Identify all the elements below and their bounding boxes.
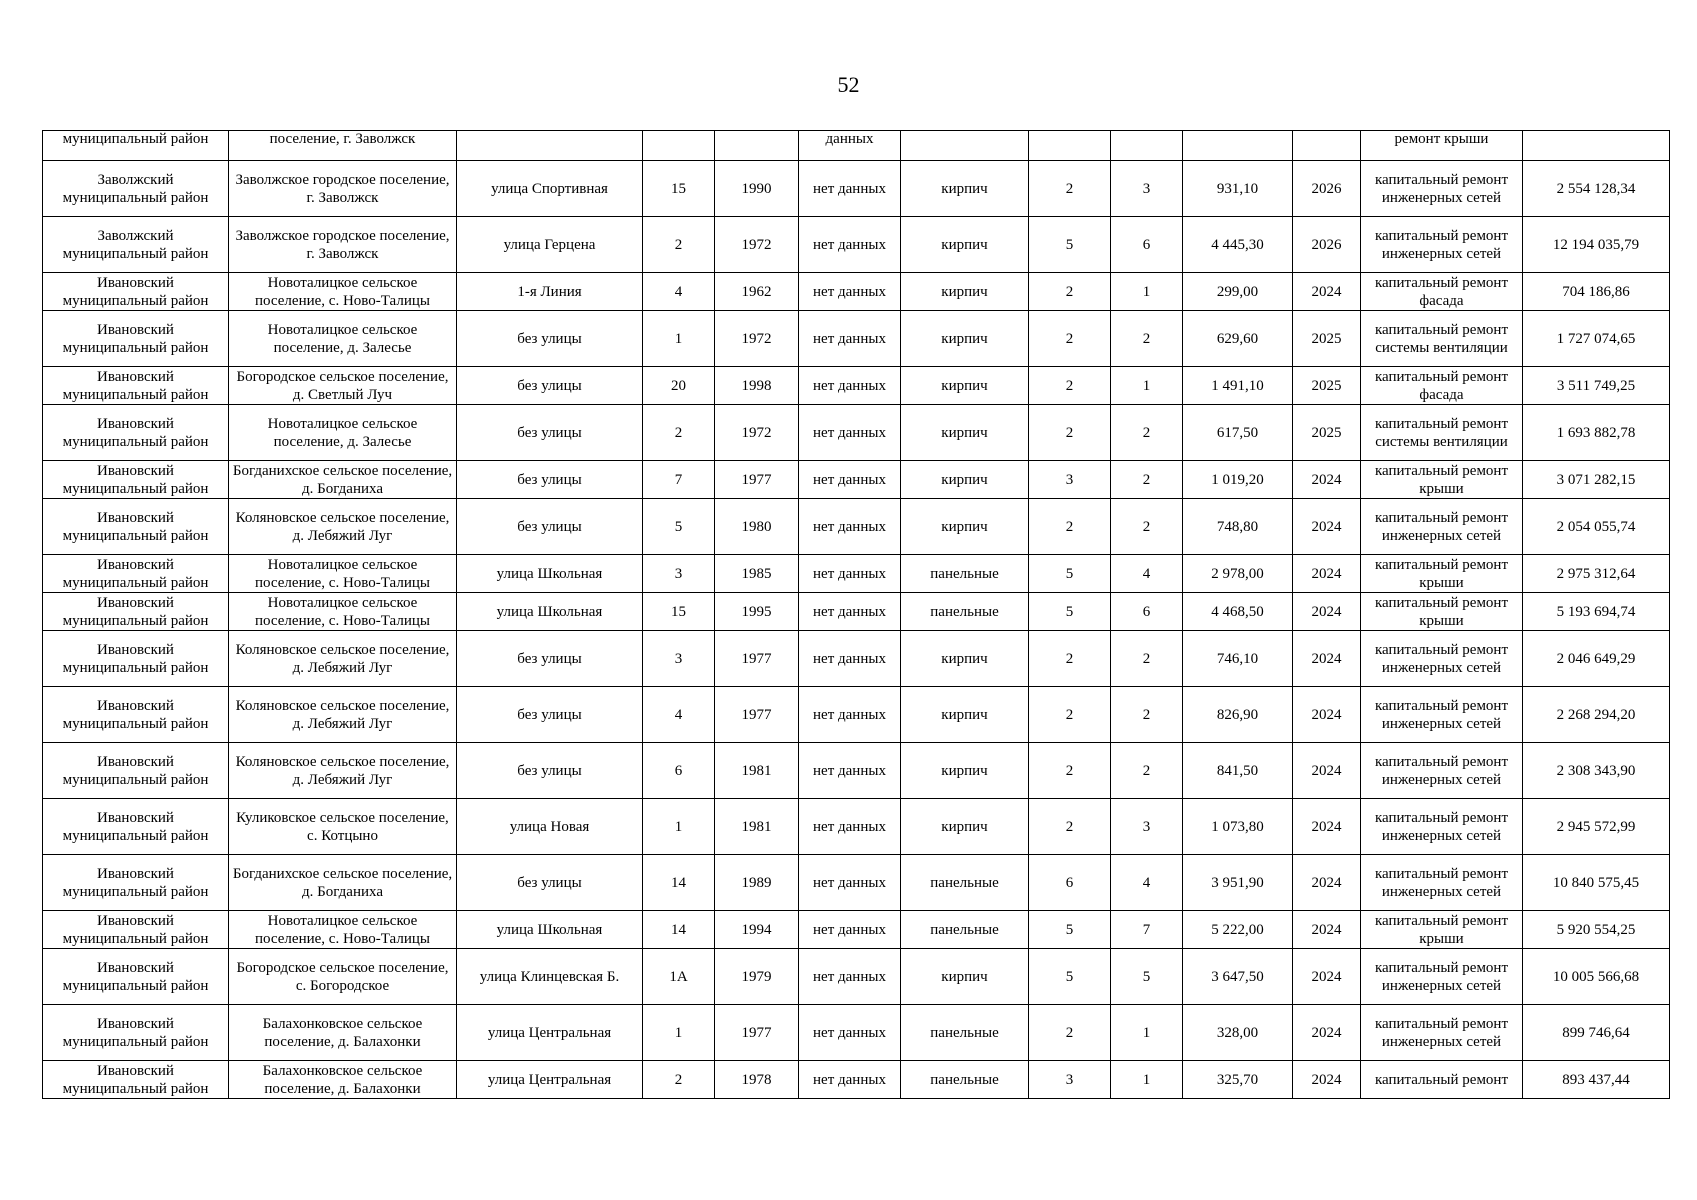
- cell-area: 841,50: [1183, 743, 1293, 799]
- cell-house-number: 2: [643, 1061, 715, 1099]
- cell-street: без улицы: [457, 631, 643, 687]
- cell-floors: 5: [1029, 217, 1111, 273]
- cell-plan-year: 2024: [1293, 499, 1361, 555]
- cell-wall-material: панельные: [901, 555, 1029, 593]
- cell-plan-year: [1293, 131, 1361, 161]
- cell-settlement: Новоталицкое сельское поселение, с. Ново-Талицы: [229, 593, 457, 631]
- cell-floors: [1029, 131, 1111, 161]
- cell-house-number: 5: [643, 499, 715, 555]
- cell-area: 617,50: [1183, 405, 1293, 461]
- cell-cost: 2 054 055,74: [1523, 499, 1670, 555]
- cell-cost: 2 945 572,99: [1523, 799, 1670, 855]
- cell-house-number: 3: [643, 555, 715, 593]
- table-row: [43, 743, 1670, 799]
- cell-settlement: Коляновское сельское поселение, д. Лебяжий Луг: [229, 743, 457, 799]
- cell-status: данных: [799, 131, 901, 161]
- cell-house-number: [643, 131, 715, 161]
- cell-entrances: 1: [1111, 1005, 1183, 1061]
- cell-district: Ивановский муниципальный район: [43, 1061, 229, 1099]
- cell-street: [457, 131, 643, 161]
- cell-street: без улицы: [457, 405, 643, 461]
- cell-area: 931,10: [1183, 161, 1293, 217]
- cell-wall-material: панельные: [901, 593, 1029, 631]
- cell-wall-material: кирпич: [901, 631, 1029, 687]
- cell-district: Ивановский муниципальный район: [43, 855, 229, 911]
- cell-build-year: 1979: [715, 949, 799, 1005]
- table-row: [43, 273, 1670, 311]
- cell-district: Ивановский муниципальный район: [43, 1005, 229, 1061]
- cell-house-number: 1А: [643, 949, 715, 1005]
- cell-settlement: Куликовское сельское поселение, с. Котцыно: [229, 799, 457, 855]
- cell-build-year: 1981: [715, 799, 799, 855]
- cell-entrances: 2: [1111, 743, 1183, 799]
- cell-work-type: капитальный ремонт крыши: [1361, 911, 1523, 949]
- cell-house-number: 1: [643, 1005, 715, 1061]
- cell-cost: 10 840 575,45: [1523, 855, 1670, 911]
- cell-street: без улицы: [457, 311, 643, 367]
- cell-entrances: 1: [1111, 1061, 1183, 1099]
- cell-work-type: капитальный ремонт инженерных сетей: [1361, 743, 1523, 799]
- cell-wall-material: кирпич: [901, 799, 1029, 855]
- table-row: [43, 161, 1670, 217]
- cell-settlement: Коляновское сельское поселение, д. Лебяжий Луг: [229, 631, 457, 687]
- cell-district: Ивановский муниципальный район: [43, 631, 229, 687]
- table-row: [43, 949, 1670, 1005]
- table-row: [43, 555, 1670, 593]
- cell-house-number: 14: [643, 911, 715, 949]
- cell-build-year: 1981: [715, 743, 799, 799]
- cell-district: Ивановский муниципальный район: [43, 555, 229, 593]
- cell-floors: 5: [1029, 949, 1111, 1005]
- cell-wall-material: кирпич: [901, 367, 1029, 405]
- cell-work-type: капитальный ремонт крыши: [1361, 593, 1523, 631]
- cell-wall-material: панельные: [901, 911, 1029, 949]
- cell-street: улица Новая: [457, 799, 643, 855]
- cell-status: нет данных: [799, 687, 901, 743]
- cell-build-year: [715, 131, 799, 161]
- cell-status: нет данных: [799, 631, 901, 687]
- cell-street: без улицы: [457, 499, 643, 555]
- cell-build-year: 1990: [715, 161, 799, 217]
- table-row: [43, 855, 1670, 911]
- cell-status: нет данных: [799, 1061, 901, 1099]
- cell-plan-year: 2024: [1293, 799, 1361, 855]
- cell-street: улица Школьная: [457, 593, 643, 631]
- cell-entrances: 2: [1111, 311, 1183, 367]
- cell-build-year: 1972: [715, 311, 799, 367]
- cell-build-year: 1985: [715, 555, 799, 593]
- cell-build-year: 1989: [715, 855, 799, 911]
- cell-area: 2 978,00: [1183, 555, 1293, 593]
- cell-entrances: 2: [1111, 687, 1183, 743]
- cell-cost: 899 746,64: [1523, 1005, 1670, 1061]
- cell-house-number: 4: [643, 273, 715, 311]
- cell-wall-material: кирпич: [901, 687, 1029, 743]
- cell-work-type: капитальный ремонт крыши: [1361, 555, 1523, 593]
- cell-floors: 2: [1029, 499, 1111, 555]
- cell-entrances: 2: [1111, 499, 1183, 555]
- cell-entrances: 2: [1111, 405, 1183, 461]
- cell-cost: 10 005 566,68: [1523, 949, 1670, 1005]
- cell-settlement: Коляновское сельское поселение, д. Лебяжий Луг: [229, 499, 457, 555]
- cell-house-number: 3: [643, 631, 715, 687]
- cell-area: 5 222,00: [1183, 911, 1293, 949]
- cell-district: Ивановский муниципальный район: [43, 461, 229, 499]
- cell-district: Ивановский муниципальный район: [43, 911, 229, 949]
- cell-entrances: 3: [1111, 799, 1183, 855]
- cell-status: нет данных: [799, 461, 901, 499]
- cell-work-type: капитальный ремонт фасада: [1361, 273, 1523, 311]
- cell-cost: 3 071 282,15: [1523, 461, 1670, 499]
- cell-floors: 5: [1029, 555, 1111, 593]
- cell-district: Ивановский муниципальный район: [43, 593, 229, 631]
- cell-wall-material: панельные: [901, 1061, 1029, 1099]
- cell-floors: 2: [1029, 1005, 1111, 1061]
- cell-work-type: капитальный ремонт инженерных сетей: [1361, 217, 1523, 273]
- cell-street: улица Центральная: [457, 1005, 643, 1061]
- cell-entrances: 7: [1111, 911, 1183, 949]
- cell-settlement: Новоталицкое сельское поселение, с. Ново-Талицы: [229, 273, 457, 311]
- cell-build-year: 1977: [715, 631, 799, 687]
- cell-wall-material: кирпич: [901, 217, 1029, 273]
- cell-cost: [1523, 131, 1670, 161]
- cell-district: Ивановский муниципальный район: [43, 273, 229, 311]
- cell-build-year: 1977: [715, 461, 799, 499]
- table-row: [43, 631, 1670, 687]
- cell-cost: 1 727 074,65: [1523, 311, 1670, 367]
- cell-wall-material: [901, 131, 1029, 161]
- cell-cost: 3 511 749,25: [1523, 367, 1670, 405]
- cell-work-type: капитальный ремонт фасада: [1361, 367, 1523, 405]
- cell-street: без улицы: [457, 743, 643, 799]
- cell-district: Ивановский муниципальный район: [43, 743, 229, 799]
- table-row: [43, 461, 1670, 499]
- cell-entrances: 5: [1111, 949, 1183, 1005]
- table-row: [43, 687, 1670, 743]
- cell-street: 1-я Линия: [457, 273, 643, 311]
- cell-street: улица Школьная: [457, 911, 643, 949]
- cell-work-type: капитальный ремонт инженерных сетей: [1361, 799, 1523, 855]
- cell-area: 3 951,90: [1183, 855, 1293, 911]
- table-row: [43, 367, 1670, 405]
- cell-house-number: 6: [643, 743, 715, 799]
- cell-house-number: 15: [643, 593, 715, 631]
- cell-plan-year: 2024: [1293, 461, 1361, 499]
- cell-plan-year: 2024: [1293, 631, 1361, 687]
- cell-status: нет данных: [799, 405, 901, 461]
- cell-area: 629,60: [1183, 311, 1293, 367]
- cell-settlement: Новоталицкое сельское поселение, с. Ново-Талицы: [229, 555, 457, 593]
- cell-entrances: 6: [1111, 217, 1183, 273]
- cell-status: нет данных: [799, 367, 901, 405]
- cell-area: 299,00: [1183, 273, 1293, 311]
- cell-district: Заволжский муниципальный район: [43, 217, 229, 273]
- cell-district: Ивановский муниципальный район: [43, 367, 229, 405]
- table-row: [43, 1005, 1670, 1061]
- cell-build-year: 1995: [715, 593, 799, 631]
- cell-house-number: 15: [643, 161, 715, 217]
- cell-cost: 2 975 312,64: [1523, 555, 1670, 593]
- cell-plan-year: 2024: [1293, 273, 1361, 311]
- cell-house-number: 7: [643, 461, 715, 499]
- table-row: [43, 405, 1670, 461]
- cell-work-type: капитальный ремонт: [1361, 1061, 1523, 1099]
- cell-entrances: 2: [1111, 631, 1183, 687]
- cell-settlement: Новоталицкое сельское поселение, с. Ново-Талицы: [229, 911, 457, 949]
- cell-cost: 2 268 294,20: [1523, 687, 1670, 743]
- cell-floors: 2: [1029, 311, 1111, 367]
- cell-status: нет данных: [799, 593, 901, 631]
- cell-settlement: Новоталицкое сельское поселение, д. Залесье: [229, 405, 457, 461]
- cell-settlement: Богородское сельское поселение, д. Светлый Луч: [229, 367, 457, 405]
- cell-entrances: 4: [1111, 855, 1183, 911]
- cell-work-type: капитальный ремонт инженерных сетей: [1361, 631, 1523, 687]
- cell-district: Ивановский муниципальный район: [43, 405, 229, 461]
- cell-work-type: капитальный ремонт инженерных сетей: [1361, 855, 1523, 911]
- cell-cost: 2 308 343,90: [1523, 743, 1670, 799]
- cell-work-type: капитальный ремонт крыши: [1361, 461, 1523, 499]
- cell-plan-year: 2025: [1293, 367, 1361, 405]
- cell-district: Ивановский муниципальный район: [43, 949, 229, 1005]
- cell-work-type: капитальный ремонт системы вентиляции: [1361, 405, 1523, 461]
- cell-plan-year: 2024: [1293, 1061, 1361, 1099]
- cell-plan-year: 2024: [1293, 949, 1361, 1005]
- cell-area: 4 468,50: [1183, 593, 1293, 631]
- cell-street: улица Герцена: [457, 217, 643, 273]
- cell-wall-material: кирпич: [901, 161, 1029, 217]
- cell-plan-year: 2024: [1293, 593, 1361, 631]
- cell-street: без улицы: [457, 687, 643, 743]
- cell-street: без улицы: [457, 461, 643, 499]
- cell-cost: 893 437,44: [1523, 1061, 1670, 1099]
- cell-wall-material: кирпич: [901, 743, 1029, 799]
- cell-cost: 2 046 649,29: [1523, 631, 1670, 687]
- cell-status: нет данных: [799, 911, 901, 949]
- cell-build-year: 1980: [715, 499, 799, 555]
- cell-wall-material: кирпич: [901, 499, 1029, 555]
- cell-floors: 3: [1029, 461, 1111, 499]
- cell-area: 325,70: [1183, 1061, 1293, 1099]
- cell-cost: 12 194 035,79: [1523, 217, 1670, 273]
- cell-entrances: 2: [1111, 461, 1183, 499]
- cell-house-number: 20: [643, 367, 715, 405]
- cell-status: нет данных: [799, 949, 901, 1005]
- cell-area: 4 445,30: [1183, 217, 1293, 273]
- cell-status: нет данных: [799, 217, 901, 273]
- table-row: [43, 217, 1670, 273]
- cell-area: [1183, 131, 1293, 161]
- cell-cost: 2 554 128,34: [1523, 161, 1670, 217]
- table-row: [43, 799, 1670, 855]
- cell-entrances: [1111, 131, 1183, 161]
- cell-house-number: 2: [643, 405, 715, 461]
- cell-build-year: 1962: [715, 273, 799, 311]
- cell-house-number: 1: [643, 799, 715, 855]
- cell-plan-year: 2024: [1293, 855, 1361, 911]
- cell-settlement: Богородское сельское поселение, с. Богородское: [229, 949, 457, 1005]
- cell-cost: 704 186,86: [1523, 273, 1670, 311]
- cell-plan-year: 2024: [1293, 687, 1361, 743]
- cell-wall-material: кирпич: [901, 405, 1029, 461]
- cell-entrances: 4: [1111, 555, 1183, 593]
- cell-work-type: капитальный ремонт инженерных сетей: [1361, 499, 1523, 555]
- cell-area: 746,10: [1183, 631, 1293, 687]
- cell-status: нет данных: [799, 499, 901, 555]
- cell-wall-material: кирпич: [901, 461, 1029, 499]
- cell-status: нет данных: [799, 1005, 901, 1061]
- cell-wall-material: кирпич: [901, 949, 1029, 1005]
- cell-settlement: Заволжское городское поселение, г. Заволжск: [229, 161, 457, 217]
- cell-floors: 2: [1029, 687, 1111, 743]
- cell-cost: 1 693 882,78: [1523, 405, 1670, 461]
- cell-floors: 2: [1029, 405, 1111, 461]
- cell-build-year: 1978: [715, 1061, 799, 1099]
- cell-work-type: ремонт крыши: [1361, 131, 1523, 161]
- cell-floors: 2: [1029, 799, 1111, 855]
- cell-settlement: Богданихское сельское поселение, д. Богданиха: [229, 855, 457, 911]
- cell-entrances: 3: [1111, 161, 1183, 217]
- cell-build-year: 1972: [715, 217, 799, 273]
- cell-entrances: 1: [1111, 273, 1183, 311]
- cell-plan-year: 2024: [1293, 911, 1361, 949]
- cell-floors: 5: [1029, 911, 1111, 949]
- table-row: [43, 499, 1670, 555]
- cell-area: 748,80: [1183, 499, 1293, 555]
- cell-district: муниципальный район: [43, 131, 229, 161]
- cell-floors: 3: [1029, 1061, 1111, 1099]
- cell-plan-year: 2024: [1293, 1005, 1361, 1061]
- cell-status: нет данных: [799, 855, 901, 911]
- page-number: 52: [837, 72, 860, 97]
- cell-plan-year: 2024: [1293, 555, 1361, 593]
- cell-district: Ивановский муниципальный район: [43, 799, 229, 855]
- cell-floors: 2: [1029, 367, 1111, 405]
- cell-wall-material: панельные: [901, 855, 1029, 911]
- cell-area: 826,90: [1183, 687, 1293, 743]
- cell-cost: 5 193 694,74: [1523, 593, 1670, 631]
- cell-plan-year: 2025: [1293, 405, 1361, 461]
- cell-status: нет данных: [799, 799, 901, 855]
- cell-status: нет данных: [799, 743, 901, 799]
- cell-work-type: капитальный ремонт инженерных сетей: [1361, 687, 1523, 743]
- cell-street: улица Клинцевская Б.: [457, 949, 643, 1005]
- table-row-continued: [43, 131, 1670, 161]
- cell-street: без улицы: [457, 855, 643, 911]
- cell-floors: 2: [1029, 273, 1111, 311]
- table-row: [43, 593, 1670, 631]
- table-row: [43, 1061, 1670, 1099]
- cell-status: нет данных: [799, 311, 901, 367]
- cell-entrances: 6: [1111, 593, 1183, 631]
- cell-wall-material: панельные: [901, 1005, 1029, 1061]
- cell-house-number: 4: [643, 687, 715, 743]
- cell-entrances: 1: [1111, 367, 1183, 405]
- cell-area: 1 019,20: [1183, 461, 1293, 499]
- cell-settlement: поселение, г. Заволжск: [229, 131, 457, 161]
- cell-wall-material: кирпич: [901, 311, 1029, 367]
- cell-plan-year: 2024: [1293, 743, 1361, 799]
- cell-street: улица Центральная: [457, 1061, 643, 1099]
- table-row: [43, 911, 1670, 949]
- cell-build-year: 1994: [715, 911, 799, 949]
- cell-build-year: 1972: [715, 405, 799, 461]
- table-row: [43, 311, 1670, 367]
- cell-area: 1 073,80: [1183, 799, 1293, 855]
- cell-street: без улицы: [457, 367, 643, 405]
- cell-settlement: Балахонковское сельское поселение, д. Балахонки: [229, 1061, 457, 1099]
- cell-area: 328,00: [1183, 1005, 1293, 1061]
- cell-work-type: капитальный ремонт инженерных сетей: [1361, 1005, 1523, 1061]
- cell-build-year: 1977: [715, 687, 799, 743]
- cell-district: Ивановский муниципальный район: [43, 687, 229, 743]
- cell-plan-year: 2026: [1293, 217, 1361, 273]
- cell-floors: 6: [1029, 855, 1111, 911]
- cell-floors: 2: [1029, 631, 1111, 687]
- cell-street: улица Школьная: [457, 555, 643, 593]
- cell-wall-material: кирпич: [901, 273, 1029, 311]
- cell-settlement: Коляновское сельское поселение, д. Лебяжий Луг: [229, 687, 457, 743]
- cell-work-type: капитальный ремонт инженерных сетей: [1361, 949, 1523, 1005]
- cell-house-number: 1: [643, 311, 715, 367]
- cell-plan-year: 2025: [1293, 311, 1361, 367]
- cell-floors: 2: [1029, 743, 1111, 799]
- cell-status: нет данных: [799, 161, 901, 217]
- cell-work-type: капитальный ремонт системы вентиляции: [1361, 311, 1523, 367]
- cell-build-year: 1977: [715, 1005, 799, 1061]
- cell-house-number: 14: [643, 855, 715, 911]
- cell-floors: 5: [1029, 593, 1111, 631]
- cell-district: Ивановский муниципальный район: [43, 499, 229, 555]
- cell-work-type: капитальный ремонт инженерных сетей: [1361, 161, 1523, 217]
- cell-settlement: Балахонковское сельское поселение, д. Балахонки: [229, 1005, 457, 1061]
- housing-repair-table: [42, 130, 1670, 1099]
- cell-area: 1 491,10: [1183, 367, 1293, 405]
- table-body: [43, 131, 1670, 1099]
- cell-area: 3 647,50: [1183, 949, 1293, 1005]
- cell-district: Ивановский муниципальный район: [43, 311, 229, 367]
- cell-street: улица Спортивная: [457, 161, 643, 217]
- cell-house-number: 2: [643, 217, 715, 273]
- cell-status: нет данных: [799, 273, 901, 311]
- cell-settlement: Заволжское городское поселение, г. Заволжск: [229, 217, 457, 273]
- cell-build-year: 1998: [715, 367, 799, 405]
- cell-settlement: Богданихское сельское поселение, д. Богданиха: [229, 461, 457, 499]
- cell-floors: 2: [1029, 161, 1111, 217]
- cell-status: нет данных: [799, 555, 901, 593]
- cell-district: Заволжский муниципальный район: [43, 161, 229, 217]
- cell-plan-year: 2026: [1293, 161, 1361, 217]
- cell-cost: 5 920 554,25: [1523, 911, 1670, 949]
- cell-settlement: Новоталицкое сельское поселение, д. Залесье: [229, 311, 457, 367]
